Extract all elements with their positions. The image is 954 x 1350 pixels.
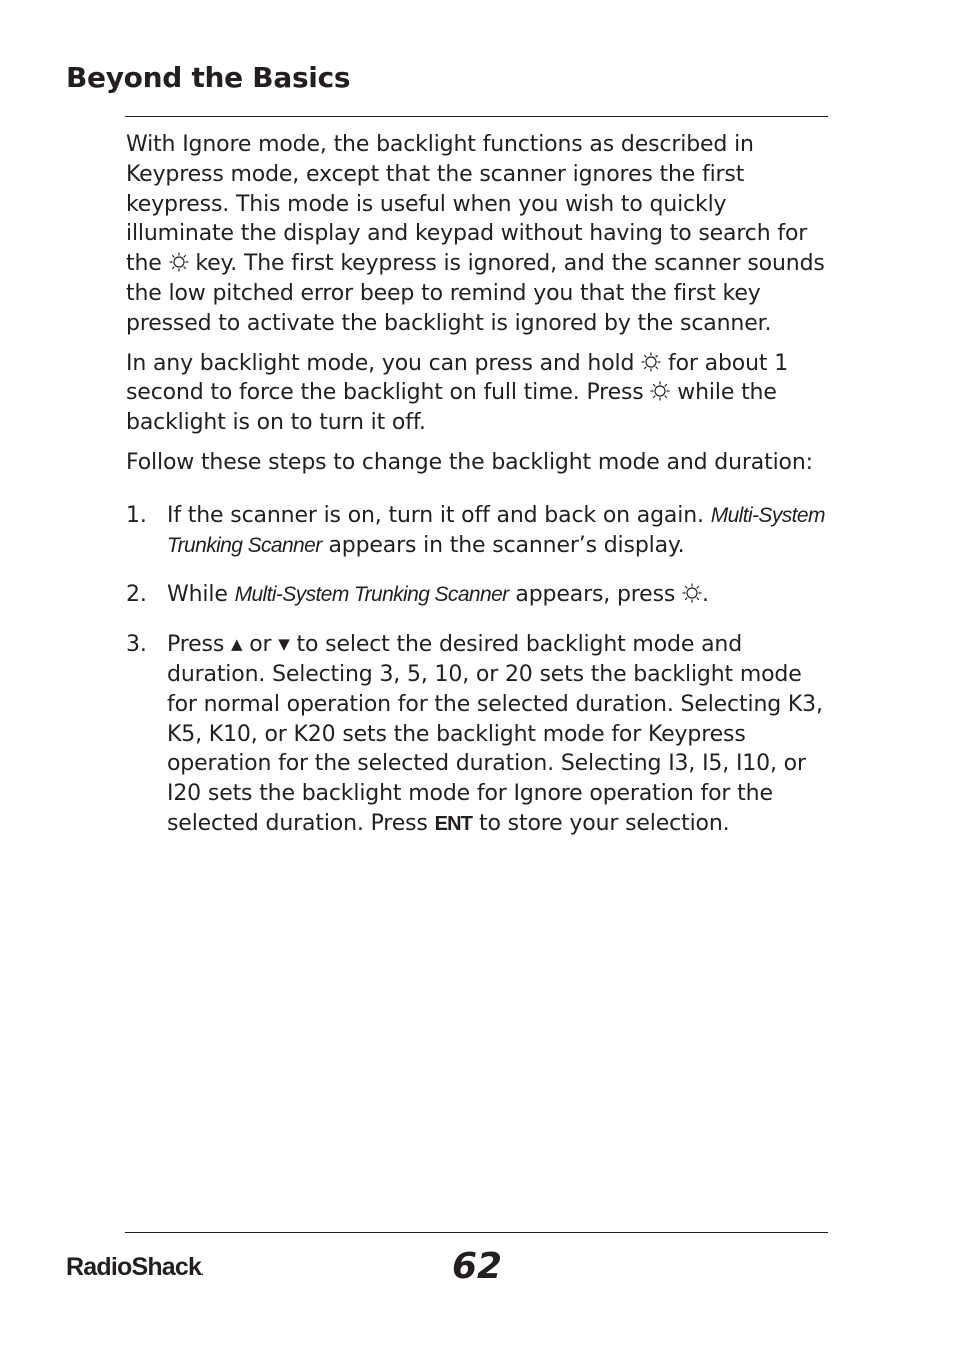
brand-mark: .: [201, 1267, 204, 1277]
light-key-icon: [682, 583, 702, 603]
step-text: While: [167, 582, 235, 608]
hold-light-text-3: while the backlight is on to turn it off.: [126, 380, 777, 436]
steps-list: [126, 501, 828, 840]
page-content: [126, 130, 828, 860]
ignore-mode-text-end: key. The first keypress is ignored, and the scanner sounds the low pitched error beep to remind you that the first key pressed to activate the backlight is ignored by the scanner.: [126, 251, 825, 336]
step-text: Press: [167, 632, 231, 658]
step-number: 3.: [126, 632, 147, 658]
footer-divider: [125, 1232, 828, 1233]
light-key-icon: [641, 352, 661, 372]
brand-name: RadioShack: [66, 1253, 202, 1281]
step-number: 1.: [126, 502, 147, 528]
light-key-icon: [169, 252, 189, 272]
section-title: Beyond the Basics: [66, 61, 351, 94]
page-number: 62: [452, 1246, 503, 1287]
up-arrow-icon: ▲: [231, 635, 243, 654]
hold-light-text-1: In any backlight mode, you can press and hold: [126, 350, 642, 376]
step-text: to select the desired backlight mode and duration. Selecting 3, 5, 10, or 20 sets the backlight mode for normal operation for the selected duration. Selecting K3, K5, K10, or K20 sets the backlight mode for Keypress operation for the selected duration. Selecting I3, I5, I10, or I20 sets the backlight mode for Ignore operation for the selected duration. Press: [167, 632, 823, 836]
step-text: or: [242, 632, 279, 658]
hold-light-text-2: for about 1 second to force the backlight on full time. Press: [126, 350, 789, 406]
step-text: appears, press: [508, 582, 683, 608]
step-item: [126, 630, 828, 840]
hold-light-paragraph: [126, 349, 828, 438]
brand-logo: [66, 1250, 204, 1289]
light-key-icon: [650, 381, 670, 401]
ignore-mode-text-start: With Ignore mode, the backlight functions as described in Keypress mode, except that the scanner ignores the first keypress. This mode is useful when you wish to quickly illuminate the display and keypad without having to search for the: [126, 132, 808, 277]
step-text: If the scanner is on, turn it off and back on again.: [167, 502, 711, 528]
display-text: Multi-System Trunking Scanner: [234, 583, 509, 607]
follow-steps-paragraph: Follow these steps to change the backlight mode and duration:: [126, 449, 813, 475]
down-arrow-icon: ▼: [278, 635, 290, 654]
header-divider: [125, 116, 828, 117]
ent-key-label: ENT: [434, 812, 473, 835]
ignore-mode-paragraph: [126, 130, 828, 339]
display-text: Multi-System Trunking Scanner: [167, 503, 825, 557]
step-text: .: [702, 582, 709, 608]
step-item: [126, 501, 828, 561]
step-text: appears in the scanner’s display.: [321, 532, 685, 558]
step-text: to store your selection.: [472, 810, 730, 836]
step-item: [126, 580, 828, 610]
step-number: 2.: [126, 582, 147, 608]
